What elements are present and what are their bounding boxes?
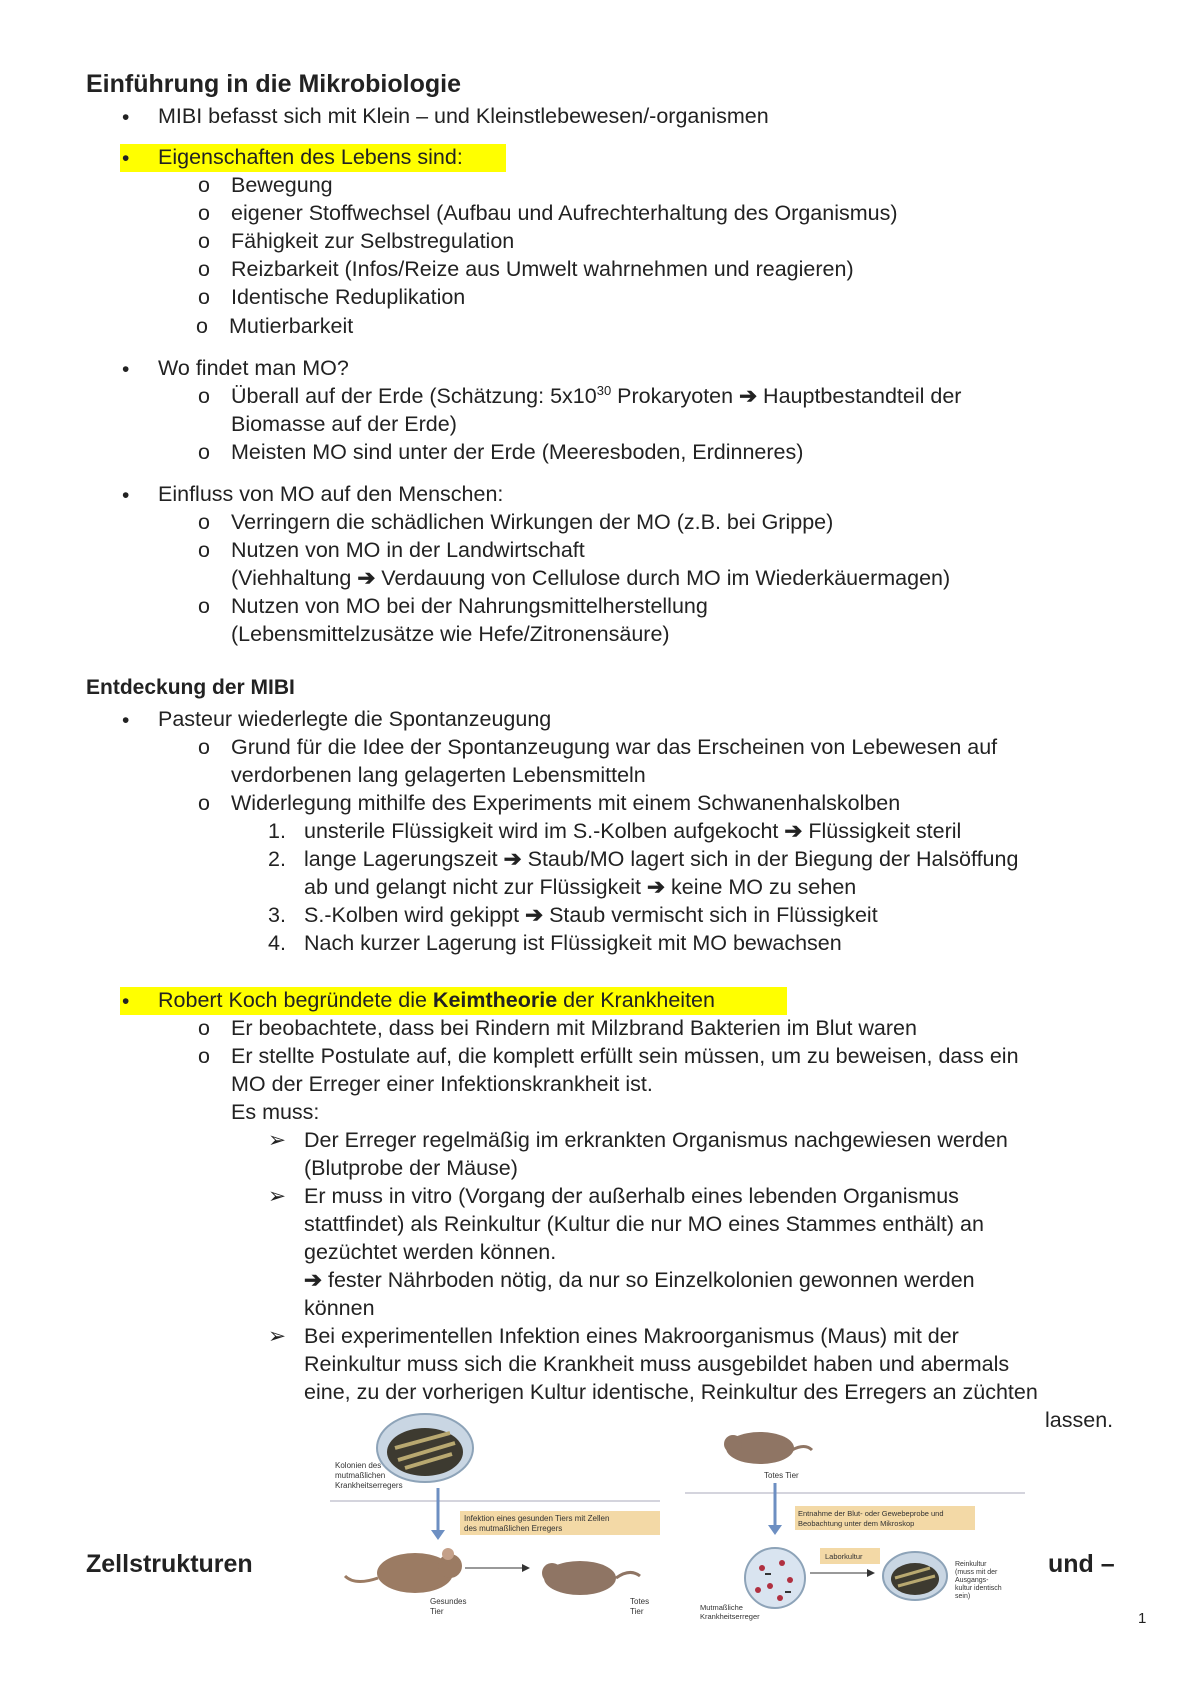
svg-text:sein): sein) [955, 1593, 971, 1600]
life-item: Mutierbarkeit [229, 314, 354, 338]
sub-bullet-icon: o [196, 314, 208, 338]
svg-text:Krankheitserregers: Krankheitserregers [335, 1481, 403, 1490]
bullet-icon: • [122, 990, 130, 1013]
life-item: Fähigkeit zur Selbstregulation [231, 229, 515, 253]
sub-bullet-icon: o [198, 173, 210, 197]
postulate-3: Bei experimentellen Infektion eines Makroorganismus (Maus) mit der [304, 1324, 959, 1348]
sub-bullet-icon: o [198, 538, 210, 562]
life-item: Bewegung [231, 173, 333, 197]
petri-dish-icon [377, 1414, 473, 1482]
healthy-mouse-icon [345, 1548, 462, 1593]
svg-text:Kolonien des: Kolonien des [335, 1461, 382, 1470]
svg-text:Beobachtung unter dem Mikrosko: Beobachtung unter dem Mikroskop [798, 1519, 915, 1528]
life-item: Reizbarkeit (Infos/Reize aus Umwelt wahrnehmen und reagieren) [231, 257, 854, 281]
microscope-view-icon [745, 1548, 805, 1608]
svg-text:Krankheitserreger: Krankheitserreger [700, 1612, 760, 1621]
arrow-icon: ➔ [647, 875, 666, 899]
svg-text:kultur identisch: kultur identisch [955, 1585, 1002, 1592]
where-item-1: Überall auf der Erde (Schätzung: $5x10^{30}$ Prokaryoten ➔ Hauptbestandteil der [231, 382, 962, 408]
postulate-3-cont: eine, zu der vorherigen Kultur identische, Reinkultur des Erregers an züchten [304, 1380, 1038, 1404]
svg-text:mutmaßlichen: mutmaßlichen [335, 1471, 386, 1480]
influence-item-3: Nutzen von MO bei der Nahrungsmittelherstellung [231, 594, 708, 618]
arrow-right-icon [867, 1569, 875, 1577]
chevron-bullet-icon: ➢ [268, 1184, 287, 1208]
influence-item-3-cont: (Lebensmittelzusätze wie Hefe/Zitronensäure) [231, 622, 670, 646]
svg-text:Mutmaßliche: Mutmaßliche [700, 1603, 743, 1612]
arrow-down-icon [431, 1530, 445, 1540]
arrow-icon: ➔ [525, 903, 544, 927]
sub-bullet-icon: o [198, 1044, 210, 1068]
heading-cell-structures: Zellstrukturen [86, 1550, 253, 1578]
sub-bullet-icon: o [198, 285, 210, 309]
pasteur-sub-1-cont: verdorbenen lang gelagerten Lebensmitteln [231, 763, 646, 787]
postulate-1: Der Erreger regelmäßig im erkrankten Organismus nachgewiesen werden [304, 1128, 1008, 1152]
where-item-2: Meisten MO sind unter der Erde (Meeresboden, Erdinneres) [231, 440, 804, 464]
svg-text:Reinkultur: Reinkultur [955, 1561, 987, 1568]
koch-sub-2: Er stellte Postulate auf, die komplett erfüllt sein müssen, um zu beweisen, dass ein [231, 1044, 1019, 1068]
pure-culture-dish-icon [883, 1552, 947, 1600]
heading-intro: Einführung in die Mikrobiologie [86, 70, 461, 98]
arrow-icon: ➔ [357, 566, 376, 590]
sub-bullet-icon: o [198, 201, 210, 225]
chevron-bullet-icon: ➢ [268, 1128, 287, 1152]
postulate-3-cont: Reinkultur muss sich die Krankheit muss ausgebildet haben und abermals [304, 1352, 1010, 1376]
svg-text:Laborkultur: Laborkultur [825, 1552, 863, 1561]
svg-text:(muss mit der: (muss mit der [955, 1569, 998, 1576]
chevron-bullet-icon: ➢ [268, 1324, 287, 1348]
svg-text:Entnahme der Blut- oder Gewebe: Entnahme der Blut- oder Gewebeprobe und [798, 1509, 944, 1518]
bullet-icon: • [122, 709, 130, 732]
postulate-2: Er muss in vitro (Vorgang der außerhalb eines lebenden Organismus [304, 1184, 959, 1208]
step-text: Nach kurzer Lagerung ist Flüssigkeit mit MO bewachsen [304, 931, 842, 955]
postulate-1-cont: (Blutprobe der Mäuse) [304, 1156, 518, 1180]
heading-cell-structures-tail: und – [1048, 1550, 1115, 1578]
sub-bullet-icon: o [198, 257, 210, 281]
influence-item-1: Verringern die schädlichen Wirkungen der MO (z.B. bei Grippe) [231, 510, 834, 534]
step-text: S.-Kolben wird gekippt ➔ Staub vermischt sich in Flüssigkeit [304, 903, 878, 927]
postulate-2-cont: stattfindet) als Reinkultur (Kultur die nur MO eines Stammes enthält) an [304, 1212, 984, 1236]
life-item: eigener Stoffwechsel (Aufbau und Aufrechterhaltung des Organismus) [231, 201, 898, 225]
svg-text:Totes: Totes [630, 1597, 650, 1606]
bullet-icon: • [122, 484, 130, 507]
intro-bullet-text: MIBI befasst sich mit Klein – und Kleinstlebewesen/-organismen [158, 104, 769, 128]
koch-sub-2-cont: Es muss: [231, 1100, 320, 1124]
sub-bullet-icon: o [198, 735, 210, 759]
svg-text:Totes Tier: Totes Tier [764, 1471, 799, 1480]
arrow-right-icon [522, 1564, 530, 1572]
arrow-icon: ➔ [739, 384, 758, 408]
heading-discovery: Entdeckung der MIBI [86, 676, 295, 699]
dead-mouse-top-icon [724, 1432, 812, 1464]
arrow-icon: ➔ [304, 1268, 323, 1292]
pasteur-sub-1: Grund für die Idee der Spontanzeugung war das Erscheinen von Lebewesen auf [231, 735, 998, 759]
arrow-icon: ➔ [503, 847, 522, 871]
postulate-2-cont: gezüchtet werden können. [304, 1240, 557, 1264]
pasteur-bullet-text: Pasteur wiederlegte die Spontanzeugung [158, 707, 552, 731]
postulate-2-cont: ➔ fester Nährboden nötig, da nur so Einzelkolonien gewonnen werden [304, 1268, 975, 1292]
svg-text:Infektion eines gesunden Tiers: Infektion eines gesunden Tiers mit Zellen [464, 1514, 610, 1523]
step-text: lange Lagerungszeit ➔ Staub/MO lagert sich in der Biegung der Halsöffung [304, 847, 1019, 871]
life-bullet-text: Eigenschaften des Lebens sind: [158, 145, 463, 169]
step-number: 4. [268, 931, 286, 955]
life-item: Identische Reduplikation [231, 285, 466, 309]
step-text-cont: ab und gelangt nicht zur Flüssigkeit ➔ keine MO zu sehen [304, 875, 857, 899]
svg-text:des mutmaßlichen Erregers: des mutmaßlichen Erregers [464, 1524, 563, 1533]
sub-bullet-icon: o [198, 1016, 210, 1040]
influence-item-2: Nutzen von MO in der Landwirtschaft [231, 538, 585, 562]
bullet-icon: • [122, 106, 130, 129]
svg-text:Gesundes: Gesundes [430, 1597, 467, 1606]
postulate-3-cont: lassen. [1045, 1408, 1114, 1432]
page-number: 1 [1138, 1610, 1147, 1627]
koch-bullet-text: Robert Koch begründete die Keimtheorie der Krankheiten [158, 988, 715, 1012]
sub-bullet-icon: o [198, 229, 210, 253]
arrow-icon: ➔ [784, 819, 803, 843]
sub-bullet-icon: o [198, 594, 210, 618]
pasteur-sub-2: Widerlegung mithilfe des Experiments mit einem Schwanenhalskolben [231, 791, 901, 815]
influence-bullet-text: Einfluss von MO auf den Menschen: [158, 482, 504, 506]
step-number: 1. [268, 819, 286, 843]
step-text: unsterile Flüssigkeit wird im S.-Kolben aufgekocht ➔ Flüssigkeit steril [304, 819, 962, 843]
step-number: 3. [268, 903, 286, 927]
influence-item-2-cont: (Viehhaltung ➔ Verdauung von Cellulose durch MO im Wiederkäuermagen) [231, 566, 951, 590]
arrow-down-icon [768, 1525, 782, 1535]
koch-postulates-figure [330, 1408, 1030, 1648]
sub-bullet-icon: o [198, 510, 210, 534]
svg-text:Ausgangs-: Ausgangs- [955, 1577, 989, 1584]
postulate-2-cont: können [304, 1296, 375, 1320]
sub-bullet-icon: o [198, 440, 210, 464]
svg-text:Tier: Tier [430, 1607, 444, 1616]
where-item-1-cont: Biomasse auf der Erde) [231, 412, 457, 436]
dead-mouse-icon [542, 1561, 640, 1595]
koch-sub-1: Er beobachtete, dass bei Rindern mit Milzbrand Bakterien im Blut waren [231, 1016, 917, 1040]
where-bullet-text: Wo findet man MO? [158, 356, 349, 380]
step-number: 2. [268, 847, 286, 871]
koch-sub-2-cont: MO der Erreger einer Infektionskrankheit ist. [231, 1072, 653, 1096]
svg-text:Tier: Tier [630, 1607, 644, 1616]
sub-bullet-icon: o [198, 384, 210, 408]
bullet-icon: • [122, 147, 130, 170]
bullet-icon: • [122, 358, 130, 381]
sub-bullet-icon: o [198, 791, 210, 815]
